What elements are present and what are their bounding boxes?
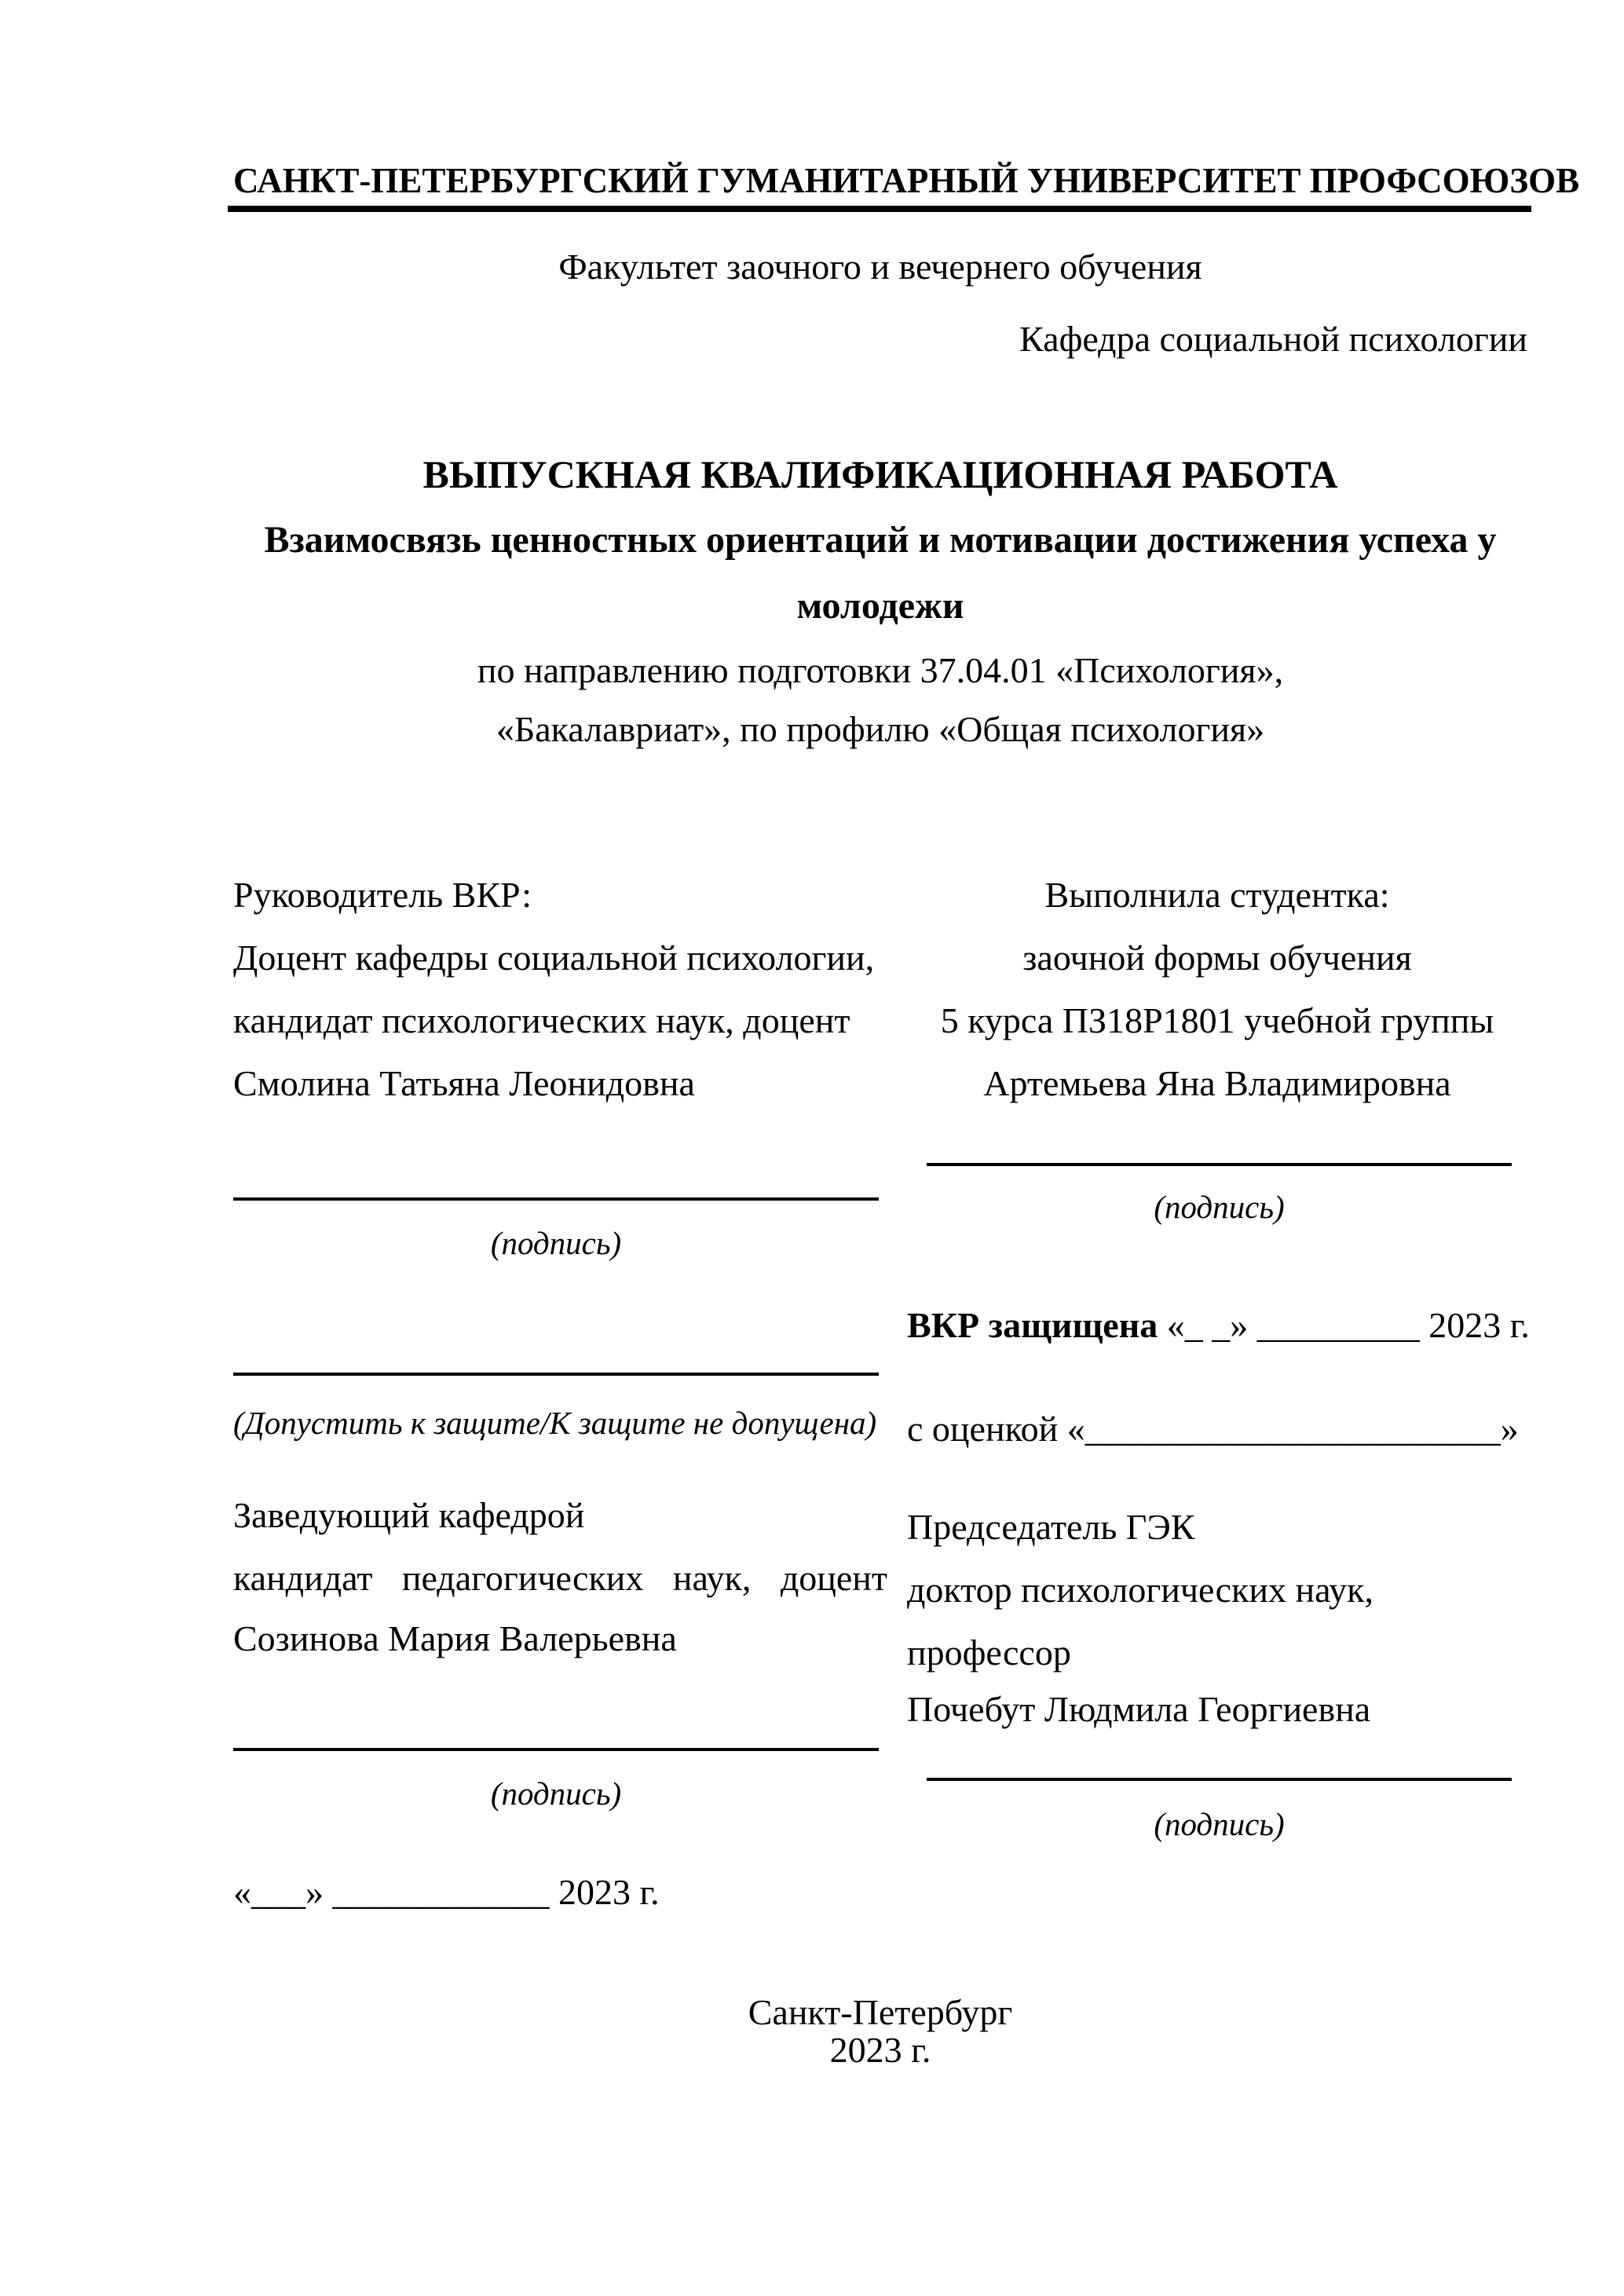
committee-chair-signature-caption: (подпись) [1154, 1806, 1285, 1842]
supervisor-name: Смолина Татьяна Леонидовна [233, 1063, 695, 1103]
supervisor-heading: Руководитель ВКР: [233, 875, 532, 915]
supervisor-position-line1: Доцент кафедры социальной психологии, [233, 938, 875, 978]
department-head-signature-caption: (подпись) [490, 1775, 622, 1812]
admission-caption: (Допустить к защите/К защите не допущена) [233, 1405, 877, 1441]
committee-chair-signature-line [927, 1778, 1512, 1781]
work-title-line2: молодежи [796, 585, 964, 627]
footer-year: 2023 г. [829, 2030, 931, 2070]
defense-line [907, 1305, 1530, 1347]
work-type: ВЫПУСКНАЯ КВАЛИФИКАЦИОННАЯ РАБОТА [422, 452, 1338, 496]
student-study-form: заочной формы обучения [1022, 938, 1412, 978]
department-head-degree: кандидат педагогических наук, доцент [233, 1558, 887, 1598]
program-line2: «Бакалавриат», по профилю «Общая психология» [496, 709, 1265, 749]
admission-line [233, 1373, 879, 1376]
program-line1: по направлению подготовки 37.04.01 «Психология», [477, 650, 1284, 690]
supervisor-signature-caption: (подпись) [490, 1225, 622, 1261]
university-name: САНКТ-ПЕТЕРБУРГСКИЙ ГУМАНИТАРНЫЙ УНИВЕРСИТЕТ ПРОФСОЮЗОВ [233, 161, 1580, 200]
student-heading: Выполнила студентка: [1044, 875, 1390, 915]
admission-date-line: «___» ____________ 2023 г. [233, 1872, 660, 1912]
supervisor-position-line2: кандидат психологических наук, доцент [233, 1000, 850, 1040]
committee-chair-rank: профессор [907, 1632, 1071, 1673]
faculty-name: Факультет заочного и вечернего обучения [558, 247, 1202, 287]
defense-defended-label: ВКР защищена [907, 1305, 1158, 1345]
department-head-name: Созинова Мария Валерьевна [233, 1618, 677, 1658]
supervisor-signature-line [233, 1197, 879, 1201]
student-signature-caption: (подпись) [1154, 1189, 1285, 1225]
committee-chair-degree: доктор психологических наук, [907, 1570, 1374, 1610]
header-divider [228, 206, 1531, 212]
defense-defended-blank: «_ _» _________ 2023 г. [1158, 1305, 1530, 1345]
committee-chair-name: Почебут Людмила Георгиевна [907, 1689, 1371, 1729]
defense-grade-line: с оценкой «_______________________» [907, 1409, 1519, 1449]
department-head-title: Заведующий кафедрой [233, 1495, 585, 1535]
student-signature-line [927, 1163, 1512, 1166]
student-group-line: 5 курса ПЗ18Р1801 учебной группы [940, 1000, 1494, 1040]
committee-chair-title: Председатель ГЭК [907, 1507, 1195, 1547]
work-title-line1: Взаимосвязь ценностных ориентаций и мотивации достижения успеха у [264, 519, 1497, 561]
footer-city: Санкт-Петербург [748, 1992, 1013, 2032]
department-name: Кафедра социальной психологии [1019, 319, 1527, 359]
department-head-signature-line [233, 1748, 879, 1751]
student-name: Артемьева Яна Владимировна [983, 1063, 1451, 1103]
